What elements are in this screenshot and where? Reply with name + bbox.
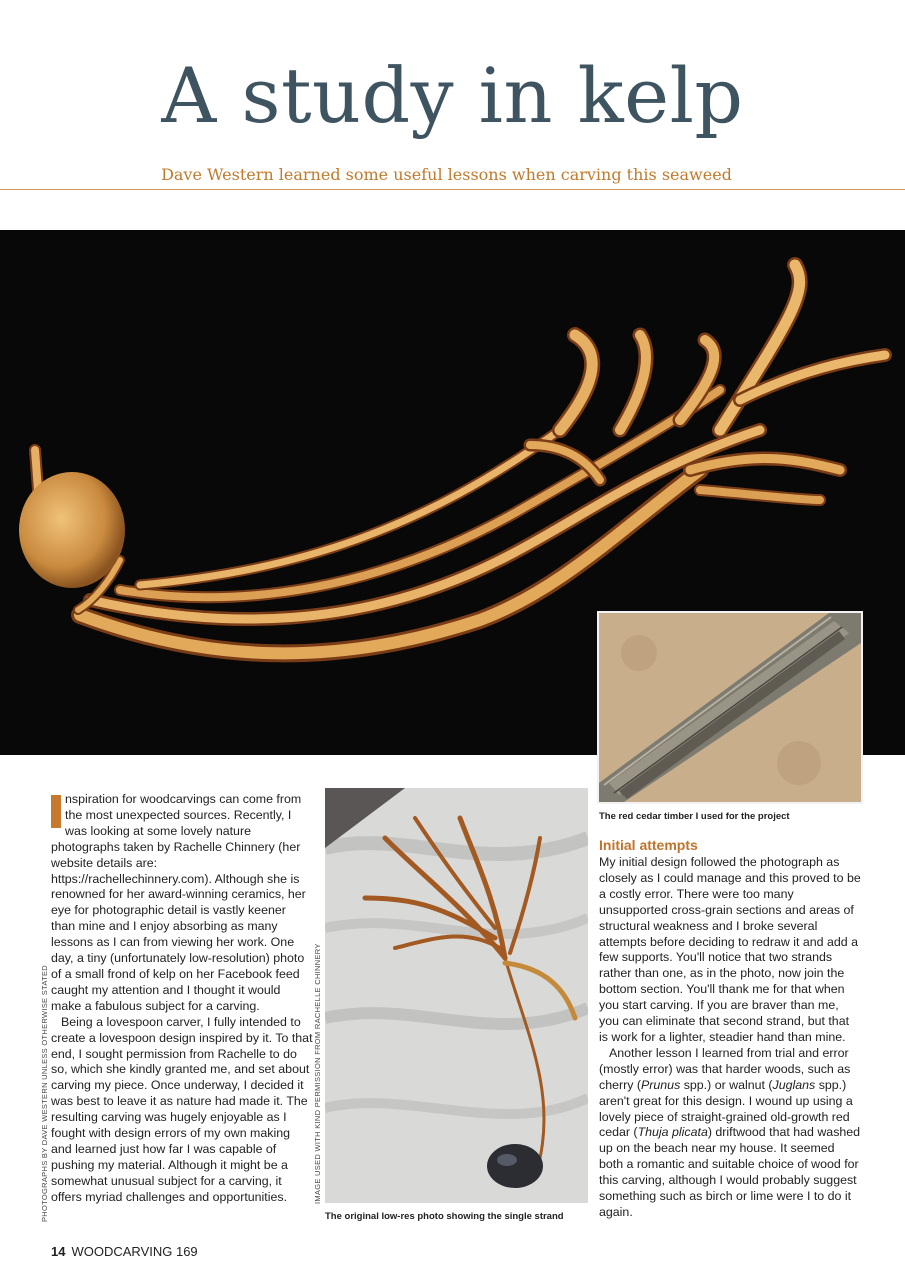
article-column-1: [51, 792, 313, 1206]
photo-credit: PHOTOGRAPHS BY DAVE WESTERN UNLESS OTHERWISE STATED: [40, 964, 49, 1222]
kelp-original-photo: [325, 788, 588, 1203]
magazine-name: WOODCARVING 169: [71, 1244, 198, 1259]
page-footer: [51, 1244, 198, 1259]
paragraph: Another lesson I learned from trial and error (mostly error) was that harder woods, such as cherry (Prunus spp.) or walnut (Juglans spp.) aren't great for this design. I wound up using a lovely piece of straight-grained old-growth red cedar (Thuja plicata) driftwood that had washed up on the beach near my house. It seemed both a romantic and suitable choice of wood for this carving, although I would probably suggest something such as birch or lime were I to do it again.: [599, 1045, 861, 1219]
timber-photo: [597, 611, 863, 804]
page-number: 14: [51, 1244, 66, 1259]
article-title: A study in kelp: [161, 51, 744, 140]
paragraph: Being a lovespoon carver, I fully intended to create a lovespoon design inspired by it. To that end, I sought permission from Rachelle to do so, which she kindly granted me, and set about carving my piece. Once underway, I decided it was best to leave it as nature had made it. The resulting carving was hugely enjoyable as I fought with design errors of my own making and learned just how far I was capable of pushing my material. Although it might be a somewhat unusual subject for a carving, it offers myriad challenges and opportunities.: [51, 1014, 313, 1204]
timber-caption: The red cedar timber I used for the project: [599, 811, 790, 822]
intro-paragraph: nspiration for woodcarvings can come from the most unexpected sources. Recently, I was looking at some lovely nature photographs taken by Rachelle Chinnery (her website details are: https://rachellechinnery.com). Although she is renowned for her award-winning ceramics, her eye for photographic detail is vastly keener than mine and I enjoy absorbing as many lessons as I can from viewing her work. One day, a tiny (unfortunately low-resolution) photo of a small frond of kelp on her Facebook feed caught my attention and I thought it would make a fabulous subject for a carving.: [51, 792, 306, 1013]
drop-cap-bar: [51, 795, 61, 828]
article-column-3: [599, 855, 861, 1221]
header-rule: [0, 189, 905, 190]
image-credit: IMAGE USED WITH KIND PERMISSION FROM RACHELLE CHINNERY: [313, 943, 322, 1204]
article-subtitle: Dave Western learned some useful lessons when carving this seaweed: [161, 165, 732, 184]
kelp-photo-caption: The original low-res photo showing the single strand: [325, 1211, 564, 1222]
paragraph: My initial design followed the photograph as closely as I could manage and this proved to be a costly error. There were too many unsupported cross-grain sections and areas of structural weakness and I broke several attempts before deciding to redraw it and add a few supports. You'll notice that two strands rather than one, as in the photo, now join the bottom section. You'll thank me for that when you start carving. If you are braver than me, you can eliminate that second strand, but that is work for a lighter, steadier hand than mine.: [599, 855, 861, 1044]
section-heading: Initial attempts: [599, 837, 698, 853]
